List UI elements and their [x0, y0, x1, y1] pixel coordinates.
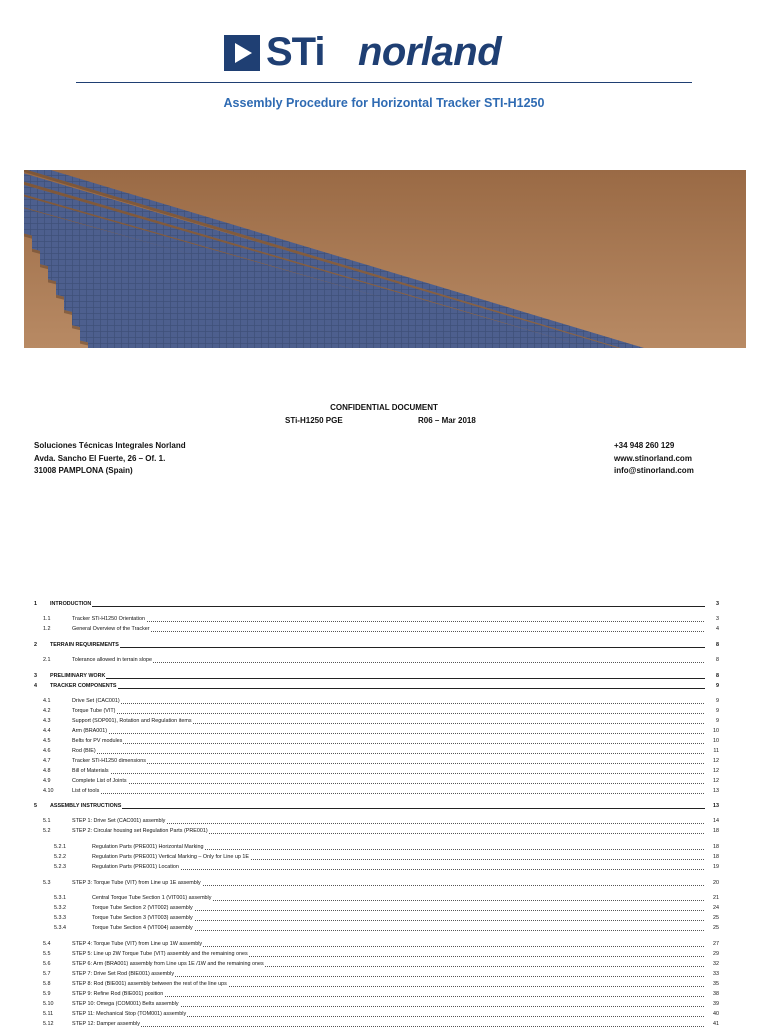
toc-entry[interactable]	[0, 682, 768, 691]
toc-number: 2	[34, 642, 37, 648]
document-code: STi-H1250 PGE	[285, 416, 343, 425]
toc-title: STEP 9: Refine Rod (BIE001) position	[72, 991, 164, 997]
toc-leader	[72, 743, 718, 744]
toc-entry[interactable]	[0, 767, 768, 776]
toc-page-number: 39	[705, 1000, 719, 1009]
toc-number: 5.6	[43, 961, 51, 967]
toc-page-number: 27	[705, 940, 719, 949]
logo-sti-text: STi	[266, 30, 325, 74]
toc-number: 5.2.2	[54, 854, 66, 860]
toc-title: Torque Tube (VIT)	[72, 708, 116, 714]
toc-number: 4.4	[43, 728, 51, 734]
toc-page-number: 33	[705, 970, 719, 979]
toc-title: PRELIMINARY WORK	[50, 673, 106, 679]
toc-title: STEP 12: Damper assembly	[72, 1021, 140, 1027]
toc-title: STEP 1: Drive Set (CAC001) assembly	[72, 818, 166, 824]
toc-entry[interactable]	[0, 817, 768, 826]
toc-number: 5.2	[43, 828, 51, 834]
toc-leader	[72, 703, 718, 704]
toc-page-number: 18	[705, 853, 719, 862]
toc-title: STEP 8: Rod (BIE001) assembly between the rest of the line ups	[72, 981, 227, 987]
toc-number: 1.2	[43, 626, 51, 632]
toc-number: 5.12	[43, 1021, 54, 1027]
toc-page-number: 32	[705, 960, 719, 969]
toc-entry[interactable]	[0, 757, 768, 766]
toc-title: Torque Tube Section 2 (VIT002) assembly	[92, 905, 193, 911]
toc-entry[interactable]	[0, 894, 768, 903]
toc-title: STEP 10: Omega (COM001) Belts assembly	[72, 1001, 179, 1007]
toc-title: Complete List of Joints	[72, 778, 127, 784]
toc-title: STEP 5: Line up 2W Torque Tube (VIT) assembly and the remaining ones	[72, 951, 248, 957]
toc-leader	[50, 688, 718, 689]
toc-page-number: 25	[705, 924, 719, 933]
toc-leader	[72, 713, 718, 714]
toc-entry[interactable]	[0, 600, 768, 609]
toc-leader	[72, 773, 718, 774]
toc-number: 5.4	[43, 941, 51, 947]
toc-title: Belts for PV modules	[72, 738, 123, 744]
toc-number: 5.3.3	[54, 915, 66, 921]
toc-entry[interactable]	[0, 980, 768, 989]
toc-title: INTRODUCTION	[50, 601, 92, 607]
toc-number: 4	[34, 683, 37, 689]
toc-leader	[50, 606, 718, 607]
confidential-label: CONFIDENTIAL DOCUMENT	[330, 403, 438, 412]
toc-entry[interactable]	[0, 843, 768, 852]
toc-entry[interactable]	[0, 656, 768, 665]
toc-page-number: 35	[705, 980, 719, 989]
toc-number: 5.3.4	[54, 925, 66, 931]
toc-title: STEP 3: Torque Tube (VIT) from Line up 1E assembly	[72, 880, 201, 886]
toc-entry[interactable]	[0, 950, 768, 959]
toc-title: Tracker STi-H1250 dimensions	[72, 758, 146, 764]
toc-title: TERRAIN REQUIREMENTS	[50, 642, 119, 648]
toc-title: Bill of Materials	[72, 768, 109, 774]
toc-entry[interactable]	[0, 802, 768, 811]
toc-page-number: 13	[705, 787, 719, 796]
toc-entry[interactable]	[0, 924, 768, 933]
company-street: Avda. Sancho El Fuerte, 26 – Of. 1.	[34, 453, 166, 463]
toc-title: Support (SOP001), Rotation and Regulation items	[72, 718, 192, 724]
toc-entry[interactable]	[0, 717, 768, 726]
toc-page-number: 38	[705, 990, 719, 999]
toc-number: 4.6	[43, 748, 51, 754]
toc-number: 5.5	[43, 951, 51, 957]
toc-leader	[72, 621, 718, 622]
toc-leader	[72, 823, 718, 824]
toc-title: General Overview of the Tracker	[72, 626, 150, 632]
toc-entry[interactable]	[0, 1010, 768, 1019]
toc-entry[interactable]	[0, 737, 768, 746]
toc-page-number: 10	[705, 737, 719, 746]
toc-title: STEP 4: Torque Tube (VIT) from Line up 1W assembly	[72, 941, 203, 947]
toc-title: Torque Tube Section 3 (VIT003) assembly	[92, 915, 193, 921]
toc-title: Central Torque Tube Section 1 (VIT001) assembly	[92, 895, 212, 901]
toc-page-number: 10	[705, 727, 719, 736]
toc-entry[interactable]	[0, 1020, 768, 1029]
toc-leader	[92, 869, 718, 870]
toc-number: 5.2.1	[54, 844, 66, 850]
toc-page-number: 19	[705, 863, 719, 872]
toc-entry[interactable]	[0, 747, 768, 756]
toc-title: STEP 2: Circular housing set Regulation Parts (PRE001)	[72, 828, 208, 834]
toc-number: 4.5	[43, 738, 51, 744]
toc-number: 5.9	[43, 991, 51, 997]
toc-entry[interactable]	[0, 625, 768, 634]
toc-entry[interactable]	[0, 853, 768, 862]
toc-number: 5	[34, 803, 37, 809]
toc-leader	[50, 808, 718, 809]
toc-page-number: 12	[705, 777, 719, 786]
toc-page-number: 20	[705, 879, 719, 888]
company-web[interactable]: www.stinorland.com	[614, 453, 692, 463]
toc-entry[interactable]	[0, 863, 768, 872]
toc-page-number: 13	[705, 802, 719, 811]
toc-number: 4.3	[43, 718, 51, 724]
toc-number: 4.2	[43, 708, 51, 714]
toc-entry[interactable]	[0, 727, 768, 736]
toc-entry[interactable]	[0, 777, 768, 786]
toc-page-number: 24	[705, 904, 719, 913]
toc-number: 5.3	[43, 880, 51, 886]
toc-title: Tracker STi-H1250 Orientation	[72, 616, 145, 622]
toc-leader	[72, 783, 718, 784]
toc-number: 4.7	[43, 758, 51, 764]
toc-entry[interactable]	[0, 904, 768, 913]
toc-title: STEP 11: Mechanical Stop (TOM001) assembly	[72, 1011, 187, 1017]
company-email[interactable]: info@stinorland.com	[614, 466, 694, 475]
toc-page-number: 3	[705, 615, 719, 624]
toc-title: Regulation Parts (PRE001) Vertical Marking – Only for Line up 1E	[92, 854, 250, 860]
toc-title: Regulation Parts (PRE001) Horizontal Marking	[92, 844, 204, 850]
toc-page-number: 40	[705, 1010, 719, 1019]
toc-leader	[72, 662, 718, 663]
toc-page-number: 9	[705, 707, 719, 716]
toc-entry[interactable]	[0, 940, 768, 949]
toc-number: 5.3.2	[54, 905, 66, 911]
toc-title: STEP 7: Drive Set Rod (BIE001) assembly	[72, 971, 175, 977]
toc-number: 5.8	[43, 981, 51, 987]
toc-page-number: 21	[705, 894, 719, 903]
toc-number: 4.9	[43, 778, 51, 784]
toc-page-number: 29	[705, 950, 719, 959]
document-revision: R06 – Mar 2018	[418, 416, 476, 425]
toc-number: 1	[34, 601, 37, 607]
toc-entry[interactable]	[0, 707, 768, 716]
toc-number: 5.3.1	[54, 895, 66, 901]
toc-entry[interactable]	[0, 970, 768, 979]
logo-norland-text: norland	[358, 30, 502, 74]
toc-entry[interactable]	[0, 990, 768, 999]
document-title: Assembly Procedure for Horizontal Tracker STI-H1250	[223, 96, 545, 110]
toc-page-number: 12	[705, 757, 719, 766]
toc-number: 5.11	[43, 1011, 54, 1017]
toc-title: Tolerance allowed in terrain slope	[72, 657, 153, 663]
company-city: 31008 PAMPLONA (Spain)	[34, 466, 133, 475]
toc-page-number: 18	[705, 843, 719, 852]
toc-page-number: 9	[705, 682, 719, 691]
company-name: Soluciones Técnicas Integrales Norland	[34, 441, 186, 450]
toc-entry[interactable]	[0, 787, 768, 796]
toc-leader	[72, 631, 718, 632]
toc-entry[interactable]	[0, 1000, 768, 1009]
toc-page-number: 8	[705, 641, 719, 650]
toc-entry[interactable]	[0, 641, 768, 650]
company-phone: +34 948 260 129	[614, 441, 675, 450]
toc-page-number: 4	[705, 625, 719, 634]
toc-page-number: 11	[705, 747, 719, 756]
toc-title: Rod (BIE)	[72, 748, 96, 754]
toc-entry[interactable]	[0, 879, 768, 888]
toc-entry[interactable]	[0, 827, 768, 836]
toc-title: STEP 6: Arm (BRA001) assembly from Line ups 1E /1W and the remaining ones	[72, 961, 264, 967]
toc-title: List of tools	[72, 788, 100, 794]
toc-page-number: 8	[705, 672, 719, 681]
toc-leader	[72, 996, 718, 997]
toc-number: 5.7	[43, 971, 51, 977]
toc-page-number: 8	[705, 656, 719, 665]
toc-leader	[72, 733, 718, 734]
toc-title: TRACKER COMPONENTS	[50, 683, 117, 689]
toc-number: 5.1	[43, 818, 51, 824]
toc-number: 4.1	[43, 698, 51, 704]
toc-number: 5.10	[43, 1001, 54, 1007]
toc-entry[interactable]	[0, 914, 768, 923]
toc-number: 1.1	[43, 616, 51, 622]
toc-entry[interactable]	[0, 697, 768, 706]
toc-number: 2.1	[43, 657, 51, 663]
toc-page-number: 12	[705, 767, 719, 776]
toc-title: Torque Tube Section 4 (VIT004) assembly	[92, 925, 193, 931]
toc-title: Drive Set (CAC001)	[72, 698, 120, 704]
toc-page-number: 18	[705, 827, 719, 836]
toc-title: Regulation Parts (PRE001) Location	[92, 864, 179, 870]
toc-number: 5.2.3	[54, 864, 66, 870]
toc-page-number: 9	[705, 717, 719, 726]
toc-number: 3	[34, 673, 37, 679]
toc-leader	[72, 753, 718, 754]
toc-entry[interactable]	[0, 615, 768, 624]
toc-page-number: 14	[705, 817, 719, 826]
toc-page-number: 25	[705, 914, 719, 923]
toc-number: 4.10	[43, 788, 54, 794]
toc-leader	[72, 1026, 718, 1027]
toc-number: 4.8	[43, 768, 51, 774]
toc-page-number: 9	[705, 697, 719, 706]
toc-leader	[50, 647, 718, 648]
toc-entry[interactable]	[0, 672, 768, 681]
toc-leader	[50, 678, 718, 679]
toc-leader	[72, 763, 718, 764]
toc-leader	[72, 793, 718, 794]
toc-entry[interactable]	[0, 960, 768, 969]
toc-title: Arm (BRA001)	[72, 728, 108, 734]
toc-page-number: 3	[705, 600, 719, 609]
toc-page-number: 41	[705, 1020, 719, 1029]
toc-title: ASSEMBLY INSTRUCTIONS	[50, 803, 122, 809]
